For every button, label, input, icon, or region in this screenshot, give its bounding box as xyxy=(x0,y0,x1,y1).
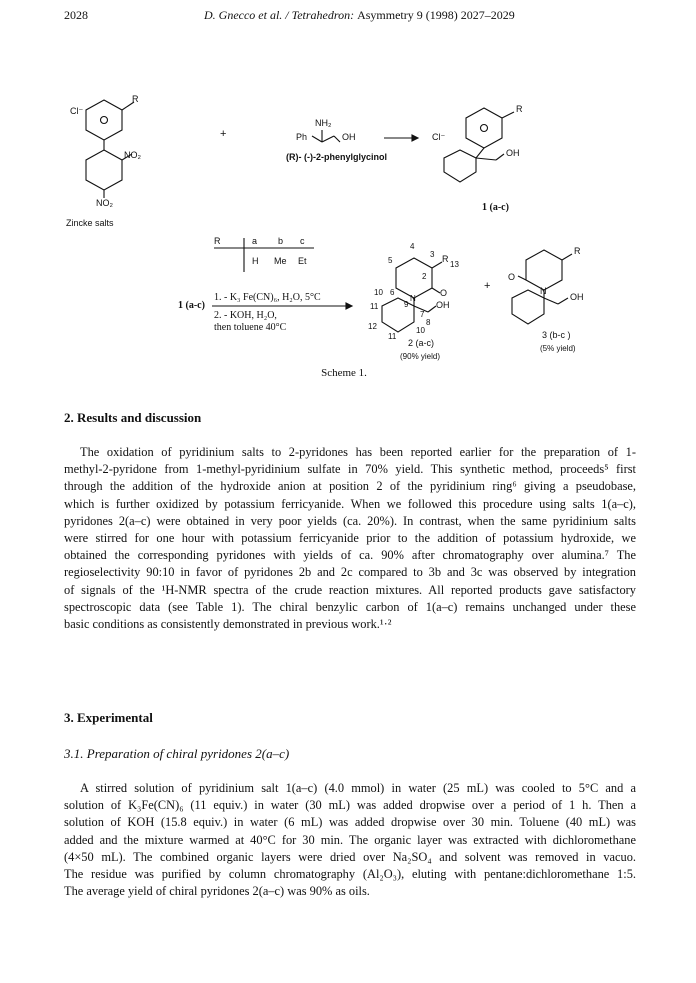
atom-number-11a: 11 xyxy=(370,302,379,311)
text-line: through the addition of the hydroxide anion at position 2 of the pyridinium ring⁶ giving a pseudobase, xyxy=(64,479,636,494)
atom-number-7: 7 xyxy=(420,310,425,319)
r-table-header-a: a xyxy=(252,236,258,246)
hydroxyl-label-1: OH xyxy=(342,132,356,142)
condition-1: 1. - K₃ Fe(CN)₆, H₂O, 5°C xyxy=(214,292,321,303)
phenyl-label: Ph xyxy=(296,132,308,142)
text-line: basic conditions as consistently demonstrated in previous work.¹·² xyxy=(64,617,392,632)
dinitrophenyl-ring xyxy=(86,150,122,190)
reaction-scheme xyxy=(64,92,624,379)
text-line: (4×50 mL). The combined organic layers were dried over Na₂SO₄ and solvent was removed in vacuo. xyxy=(64,849,636,864)
atom-number-11b: 11 xyxy=(388,332,397,341)
text-line: of signals of the ¹H-NMR spectra of the crude reaction mixtures. All reported products gave satisfactory xyxy=(64,582,636,597)
product-3-label: 3 (b-c ) xyxy=(542,330,571,340)
hydroxyl-label-3: OH xyxy=(570,292,584,302)
condition-3: then toluene 40°C xyxy=(214,322,287,333)
text-line: A stirred solution of pyridinium salt 1(a–c) (4.0 mmol) in water (25 mL) was cooled to 5°C and a xyxy=(80,781,636,795)
text-line: solution of KOH (15.8 equiv.) in water (6 mL) was added dropwise over 30 min. Toluene (40 mL) was xyxy=(64,815,636,830)
subsection-heading: 3.1. Preparation of chiral pyridones 2(a–c) xyxy=(64,746,290,761)
text-line: The residue was purified by column chromatography (Al₂O₃), eluting with pentane:dichloromethane 1:5. xyxy=(64,867,636,882)
atom-number-9: 9 xyxy=(404,300,409,309)
running-header xyxy=(64,8,636,24)
product-2-label: 2 (a-c) xyxy=(408,338,435,348)
r-table-value-et: Et xyxy=(298,256,307,266)
text-line: regioselectivity 90:10 in favor of pyridones 2b and 2c compared to 3b and 3c was observed by integration xyxy=(64,565,636,580)
r-table-value-h: H xyxy=(252,256,259,266)
atom-number-5: 5 xyxy=(388,256,393,265)
hydroxyl-label-product: OH xyxy=(506,148,520,158)
text-line: methyl-2-pyridone from 1-methyl-pyridinium sulfate in 70% yield. This synthetic method, proceeds⁵ first xyxy=(64,462,636,477)
results-heading: 2. Results and discussion xyxy=(64,410,202,425)
experimental-heading: 3. Experimental xyxy=(64,710,153,725)
phenyl-ring-product xyxy=(444,150,476,182)
atom-n-3: N xyxy=(540,286,547,296)
r-substituent-product: R xyxy=(516,104,523,114)
r-substituent: R xyxy=(132,94,139,104)
r-substituent-3: R xyxy=(574,246,581,256)
atom-number-10b: 10 xyxy=(416,326,425,335)
pyridone-ring-2 xyxy=(396,258,432,298)
r-table-header-b: b xyxy=(278,236,284,246)
running-title xyxy=(204,8,515,23)
product-1-label: 1 (a-c) xyxy=(482,202,509,213)
text-line: which is further oxidized by potassium ferricyanide. When we followed this procedure using salts 1(a–c), xyxy=(64,496,636,511)
pyridinium-ring-product xyxy=(466,108,502,148)
text-line: were stirred for one hour with potassium ferricyanide prior to the addition of potassium hydroxide, we xyxy=(64,531,636,546)
text-line: solution of K₃Fe(CN)₆ (11 equiv.) in water (30 mL) was added dropwise over a period of 1 h. Then a xyxy=(64,798,636,813)
phenyl-ring-2 xyxy=(382,298,414,332)
plus-sign-2: + xyxy=(484,280,491,292)
chloride-label: Cl⁻ xyxy=(70,106,84,116)
atom-number-10a: 10 xyxy=(374,288,383,297)
page-number: 2028 xyxy=(64,8,88,22)
zincke-label: Zincke salts xyxy=(66,218,114,228)
text-line: pyridones 2(a–c) were obtained in very poor yields (ca. 20%). In contrast, when the same pyridinium salts xyxy=(64,513,636,528)
experimental-paragraph xyxy=(64,780,636,900)
atom-number-13: 13 xyxy=(450,260,459,269)
text-line: added and the mixture warmed at 40°C for 30 min. The organic layer was extracted with dichloromethane xyxy=(64,832,636,847)
text-line: obtained the corresponding pyridones with yields of ca. 90% after chromatography over alumina.⁷ The xyxy=(64,548,636,563)
atom-r: R xyxy=(442,254,449,264)
phenylglycinol-label: (R)- (-)-2-phenylglycinol xyxy=(286,152,387,162)
r-table-value-me: Me xyxy=(274,256,287,266)
product-2-yield: (90% yield) xyxy=(400,352,441,361)
atom-o-3: O xyxy=(508,272,516,282)
r-table-header-c: c xyxy=(300,236,305,246)
atom-n: N xyxy=(410,294,416,303)
pyridinium-ring-1 xyxy=(86,100,122,140)
nitro-label-1: NO₂ xyxy=(124,150,141,160)
condition-2: 2. - KOH, H₂O, xyxy=(214,310,277,321)
nitro-label-2: NO₂ xyxy=(96,198,113,208)
text-line: The oxidation of pyridinium salts to 2-pyridones has been reported earlier for the preparation of 1- xyxy=(80,445,636,459)
results-paragraph xyxy=(64,444,636,633)
text-line: spectroscopic data (see Table 1). The chiral benzylic carbon of 1(a–c) remains unchanged under these xyxy=(64,599,636,614)
atom-number-12: 12 xyxy=(368,322,377,331)
r-table-header-r: R xyxy=(214,236,221,246)
running-authors: D. Gnecco et al. / Tetrahedron: xyxy=(204,8,355,22)
scheme-caption: Scheme 1. xyxy=(321,367,367,379)
atom-o: O xyxy=(440,288,448,298)
atom-oh: OH xyxy=(436,300,450,310)
atom-number-3: 3 xyxy=(430,250,435,259)
plus-sign-1: + xyxy=(220,128,227,140)
pyridone-ring-3 xyxy=(526,250,562,290)
chloride-label-product: Cl⁻ xyxy=(432,132,446,142)
amine-label: NH₂ xyxy=(315,118,332,128)
atom-number-6: 6 xyxy=(390,288,395,297)
starting-material-label: 1 (a-c) xyxy=(178,300,205,311)
atom-number-8: 8 xyxy=(426,318,431,327)
atom-number-2: 2 xyxy=(422,272,427,281)
product-3-yield: (5% yield) xyxy=(540,344,576,353)
running-journal: Asymmetry 9 (1998) 2027–2029 xyxy=(357,8,515,22)
atom-number-4: 4 xyxy=(410,242,415,251)
text-line: The average yield of chiral pyridones 2(a–c) was 90% as oils. xyxy=(64,884,370,899)
